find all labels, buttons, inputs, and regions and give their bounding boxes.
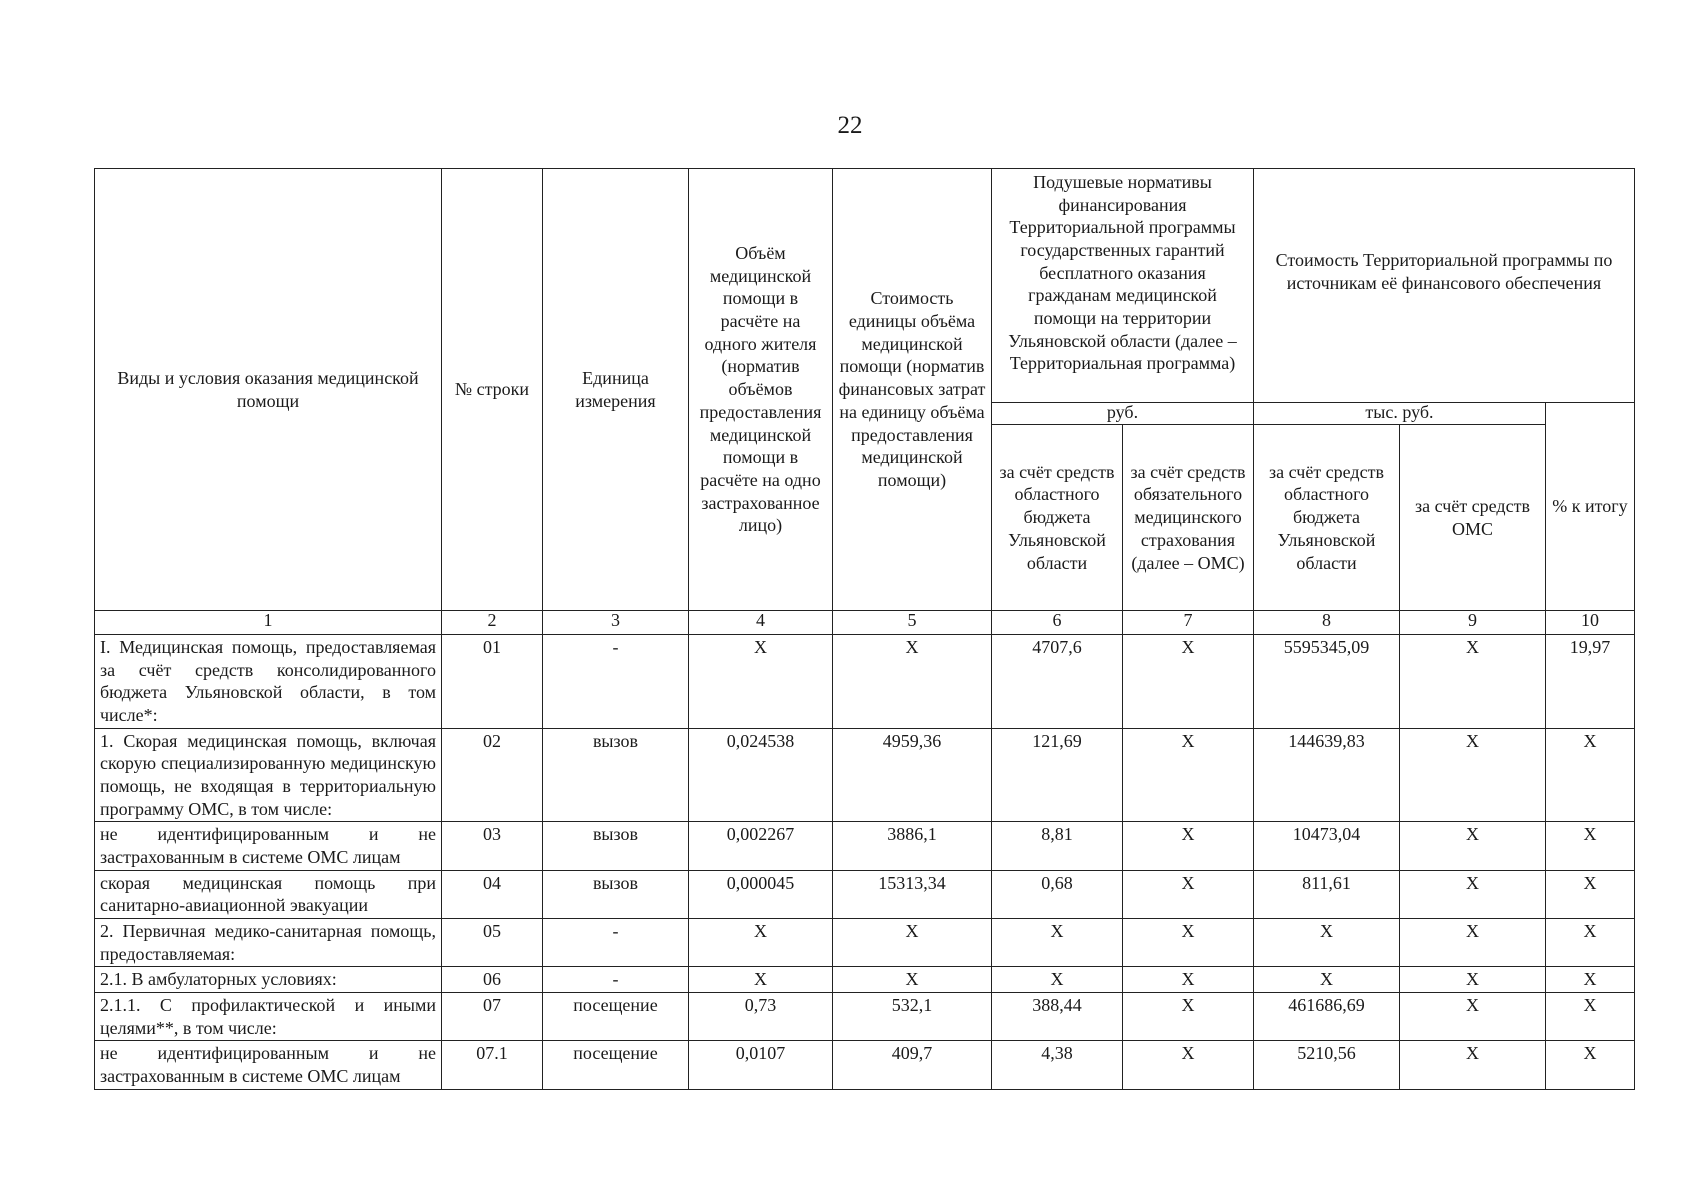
row-norm-oms: X <box>1123 993 1254 1041</box>
row-cost-regional-budget: X <box>1254 967 1400 993</box>
row-name: 2.1.1. С профилактической и иными целями**, в том числе: <box>95 993 442 1041</box>
row-percent: X <box>1546 728 1635 822</box>
row-percent: X <box>1546 919 1635 967</box>
row-unit: - <box>543 919 689 967</box>
row-line-number: 04 <box>442 870 543 918</box>
row-cost-oms: X <box>1400 635 1546 729</box>
row-unit-cost: 409,7 <box>833 1041 992 1089</box>
row-percent: X <box>1546 1041 1635 1089</box>
row-percent: X <box>1546 993 1635 1041</box>
column-number: 8 <box>1254 611 1400 635</box>
row-volume: 0,024538 <box>689 728 833 822</box>
row-name: не идентифицированным и не застрахованным в системе ОМС лицам <box>95 822 442 870</box>
column-number: 9 <box>1400 611 1546 635</box>
row-unit: вызов <box>543 870 689 918</box>
row-cost-regional-budget: 461686,69 <box>1254 993 1400 1041</box>
table-row <box>95 919 1635 967</box>
row-name: 1. Скорая медицинская помощь, включая скорую специализированную медицинскую помощь, не входящая в территориальную программу ОМС, в том числе: <box>95 728 442 822</box>
row-unit-cost: 15313,34 <box>833 870 992 918</box>
row-norm-oms: X <box>1123 967 1254 993</box>
row-cost-oms: X <box>1400 1041 1546 1089</box>
row-percent: X <box>1546 870 1635 918</box>
row-norm-regional-budget: 4707,6 <box>992 635 1123 729</box>
row-unit: - <box>543 967 689 993</box>
header-unit-rub: руб. <box>992 403 1254 425</box>
header-unit-thousand-rub: тыс. руб. <box>1254 403 1546 425</box>
table-row <box>95 822 1635 870</box>
row-cost-regional-budget: X <box>1254 919 1400 967</box>
row-volume: 0,73 <box>689 993 833 1041</box>
table-body <box>95 635 1635 1090</box>
row-percent: X <box>1546 822 1635 870</box>
row-unit: вызов <box>543 822 689 870</box>
column-number: 1 <box>95 611 442 635</box>
row-norm-regional-budget: X <box>992 919 1123 967</box>
row-cost-oms: X <box>1400 967 1546 993</box>
row-unit-cost: X <box>833 919 992 967</box>
row-line-number: 06 <box>442 967 543 993</box>
header-cost-oms: за счёт средств ОМС <box>1400 425 1546 611</box>
row-norm-regional-budget: 4,38 <box>992 1041 1123 1089</box>
row-line-number: 05 <box>442 919 543 967</box>
row-line-number: 07.1 <box>442 1041 543 1089</box>
row-unit-cost: 532,1 <box>833 993 992 1041</box>
row-norm-oms: X <box>1123 870 1254 918</box>
row-cost-regional-budget: 811,61 <box>1254 870 1400 918</box>
row-unit: - <box>543 635 689 729</box>
header-kind-of-care: Виды и условия оказания медицинской помощи <box>95 169 442 611</box>
row-norm-oms: X <box>1123 919 1254 967</box>
column-number: 6 <box>992 611 1123 635</box>
row-name: не идентифицированным и не застрахованным в системе ОМС лицам <box>95 1041 442 1089</box>
header-volume: Объём медицинской помощи в расчёте на одного жителя (норматив объёмов предоставления медицинской помощи в расчёте на одно застрахованное лицо) <box>689 169 833 611</box>
row-unit: посещение <box>543 1041 689 1089</box>
row-cost-oms: X <box>1400 993 1546 1041</box>
row-norm-regional-budget: X <box>992 967 1123 993</box>
column-number: 3 <box>543 611 689 635</box>
row-unit-cost: X <box>833 635 992 729</box>
table-row <box>95 728 1635 822</box>
row-name: 2. Первичная медико-санитарная помощь, предоставляемая: <box>95 919 442 967</box>
table-row <box>95 635 1635 729</box>
header-unit-cost: Стоимость единицы объёма медицинской помощи (норматив финансовых затрат на единицу объёма предоставления медицинской помощи) <box>833 169 992 611</box>
page-number: 22 <box>837 112 863 139</box>
row-volume: 0,0107 <box>689 1041 833 1089</box>
row-unit: посещение <box>543 993 689 1041</box>
row-cost-oms: X <box>1400 870 1546 918</box>
row-percent: 19,97 <box>1546 635 1635 729</box>
financing-table <box>94 168 1635 1090</box>
column-number: 4 <box>689 611 833 635</box>
header-norm-oms: за счёт средств обязательного медицинского страхования (далее – ОМС) <box>1123 425 1254 611</box>
row-cost-regional-budget: 5210,56 <box>1254 1041 1400 1089</box>
row-unit-cost: 3886,1 <box>833 822 992 870</box>
row-norm-regional-budget: 121,69 <box>992 728 1123 822</box>
row-line-number: 07 <box>442 993 543 1041</box>
row-norm-regional-budget: 388,44 <box>992 993 1123 1041</box>
row-name: I. Медицинская помощь, предоставляемая за счёт средств консолидированного бюджета Ульяновской области, в том числе*: <box>95 635 442 729</box>
column-number: 10 <box>1546 611 1635 635</box>
row-norm-oms: X <box>1123 1041 1254 1089</box>
table-row <box>95 870 1635 918</box>
header-cost-regional-budget: за счёт средств областного бюджета Ульяновской области <box>1254 425 1400 611</box>
row-cost-regional-budget: 10473,04 <box>1254 822 1400 870</box>
table-row <box>95 993 1635 1041</box>
column-number: 2 <box>442 611 543 635</box>
row-line-number: 03 <box>442 822 543 870</box>
column-number: 7 <box>1123 611 1254 635</box>
row-norm-oms: X <box>1123 635 1254 729</box>
row-norm-regional-budget: 0,68 <box>992 870 1123 918</box>
header-unit: Единица измерения <box>543 169 689 611</box>
column-number: 5 <box>833 611 992 635</box>
row-cost-oms: X <box>1400 728 1546 822</box>
header-norm-regional-budget: за счёт средств областного бюджета Ульяновской области <box>992 425 1123 611</box>
row-cost-regional-budget: 5595345,09 <box>1254 635 1400 729</box>
row-line-number: 01 <box>442 635 543 729</box>
row-volume: X <box>689 919 833 967</box>
table-row <box>95 1041 1635 1089</box>
row-unit: вызов <box>543 728 689 822</box>
row-unit-cost: 4959,36 <box>833 728 992 822</box>
header-per-capita-norms: Подушевые нормативы финансирования Территориальной программы государственных гарантий бесплатного оказания гражданам медицинской помощи на территории Ульяновской области (далее – Территориальная программа) <box>992 169 1254 403</box>
header-program-cost: Стоимость Территориальной программы по источникам её финансового обеспечения <box>1254 169 1635 403</box>
row-name: скорая медицинская помощь при санитарно-авиационной эвакуации <box>95 870 442 918</box>
row-name: 2.1. В амбулаторных условиях: <box>95 967 442 993</box>
row-norm-regional-budget: 8,81 <box>992 822 1123 870</box>
row-volume: X <box>689 635 833 729</box>
row-norm-oms: X <box>1123 728 1254 822</box>
row-volume: 0,000045 <box>689 870 833 918</box>
row-cost-regional-budget: 144639,83 <box>1254 728 1400 822</box>
header-percent-of-total: % к итогу <box>1546 403 1635 611</box>
row-volume: X <box>689 967 833 993</box>
row-cost-oms: X <box>1400 919 1546 967</box>
row-unit-cost: X <box>833 967 992 993</box>
row-line-number: 02 <box>442 728 543 822</box>
header-line-number: № строки <box>442 169 543 611</box>
row-percent: X <box>1546 967 1635 993</box>
row-cost-oms: X <box>1400 822 1546 870</box>
row-volume: 0,002267 <box>689 822 833 870</box>
row-norm-oms: X <box>1123 822 1254 870</box>
table-row <box>95 967 1635 993</box>
